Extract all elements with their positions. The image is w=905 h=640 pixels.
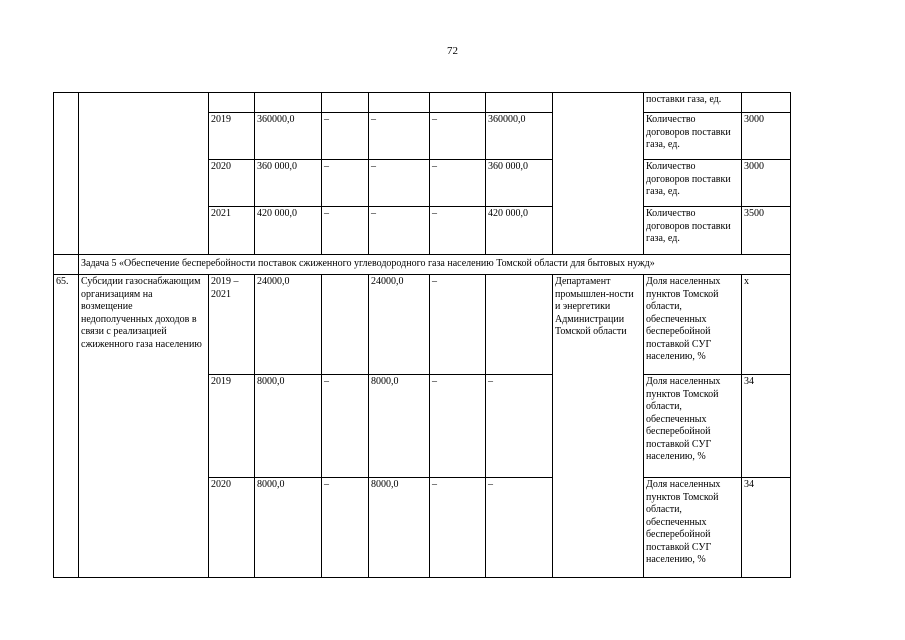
cell-source-1 [322, 275, 369, 375]
cell-indicator: поставки газа, ед. [644, 93, 742, 113]
cell-source-3: – [430, 160, 486, 207]
cell-source-4: 420 000,0 [486, 207, 553, 255]
cell-source-3: – [430, 478, 486, 578]
cell-indicator: Доля населенных пунктов Томской области, обеспеченных бесперебойной поставкой СУГ населению, % [644, 275, 742, 375]
cell-source-2: 24000,0 [369, 275, 430, 375]
cell-source-4: – [486, 375, 553, 478]
item-number: 65. [54, 275, 79, 578]
cell-year [209, 93, 255, 113]
cell-source-2: – [369, 113, 430, 160]
cell-source-2: 8000,0 [369, 375, 430, 478]
cell-source-1: – [322, 207, 369, 255]
cell-indicator: Доля населенных пунктов Томской области, обеспеченных бесперебойной поставкой СУГ населению, % [644, 478, 742, 578]
item-name: Субсидии газоснабжающим организациям на возмещение недополученных доходов в связи с реализацией сжиженного газа населению [79, 275, 209, 578]
cell-task-number [54, 255, 79, 275]
cell-source-4 [486, 93, 553, 113]
cell-total: 8000,0 [255, 478, 322, 578]
cell-total: 420 000,0 [255, 207, 322, 255]
cell-value: 3000 [742, 160, 791, 207]
cell-year: 2019 – 2021 [209, 275, 255, 375]
page-number: 72 [447, 45, 458, 57]
cell-source-1: – [322, 478, 369, 578]
cell-source-3: – [430, 113, 486, 160]
table-row [54, 93, 791, 113]
cell-source-1 [322, 93, 369, 113]
cell-source-4 [486, 275, 553, 375]
cell-source-1: – [322, 160, 369, 207]
cell-year: 2020 [209, 478, 255, 578]
cell-source-2: – [369, 207, 430, 255]
cell-year: 2019 [209, 113, 255, 160]
cell-source-3: – [430, 275, 486, 375]
cell-total [255, 93, 322, 113]
table-row [54, 275, 791, 375]
cell-year: 2021 [209, 207, 255, 255]
cell-source-4: 360000,0 [486, 113, 553, 160]
cell-number-continued [54, 93, 79, 255]
cell-source-2: 8000,0 [369, 478, 430, 578]
cell-source-3: – [430, 207, 486, 255]
cell-value: 34 [742, 478, 791, 578]
cell-source-4: 360 000,0 [486, 160, 553, 207]
cell-value [742, 93, 791, 113]
cell-source-3 [430, 93, 486, 113]
program-table [53, 92, 791, 578]
cell-value: 3000 [742, 113, 791, 160]
cell-indicator: Количество договоров поставки газа, ед. [644, 207, 742, 255]
cell-source-3: – [430, 375, 486, 478]
cell-value: 3500 [742, 207, 791, 255]
cell-indicator: Количество договоров поставки газа, ед. [644, 113, 742, 160]
cell-source-1: – [322, 375, 369, 478]
item-executor: Департамент промышлен-ности и энергетики Администрации Томской области [553, 275, 644, 578]
cell-year: 2020 [209, 160, 255, 207]
cell-total: 360 000,0 [255, 160, 322, 207]
task-heading-row [54, 255, 791, 275]
cell-name-continued [79, 93, 209, 255]
cell-source-2 [369, 93, 430, 113]
cell-source-1: – [322, 113, 369, 160]
cell-executor-continued [553, 93, 644, 255]
cell-source-2: – [369, 160, 430, 207]
cell-total: 24000,0 [255, 275, 322, 375]
cell-total: 360000,0 [255, 113, 322, 160]
task-heading: Задача 5 «Обеспечение бесперебойности поставок сжиженного углеводородного газа населению Томской области для бытовых нужд» [79, 255, 791, 275]
cell-year: 2019 [209, 375, 255, 478]
cell-indicator: Количество договоров поставки газа, ед. [644, 160, 742, 207]
cell-indicator: Доля населенных пунктов Томской области, обеспеченных бесперебойной поставкой СУГ населению, % [644, 375, 742, 478]
cell-value: 34 [742, 375, 791, 478]
cell-source-4: – [486, 478, 553, 578]
cell-total: 8000,0 [255, 375, 322, 478]
cell-value: x [742, 275, 791, 375]
